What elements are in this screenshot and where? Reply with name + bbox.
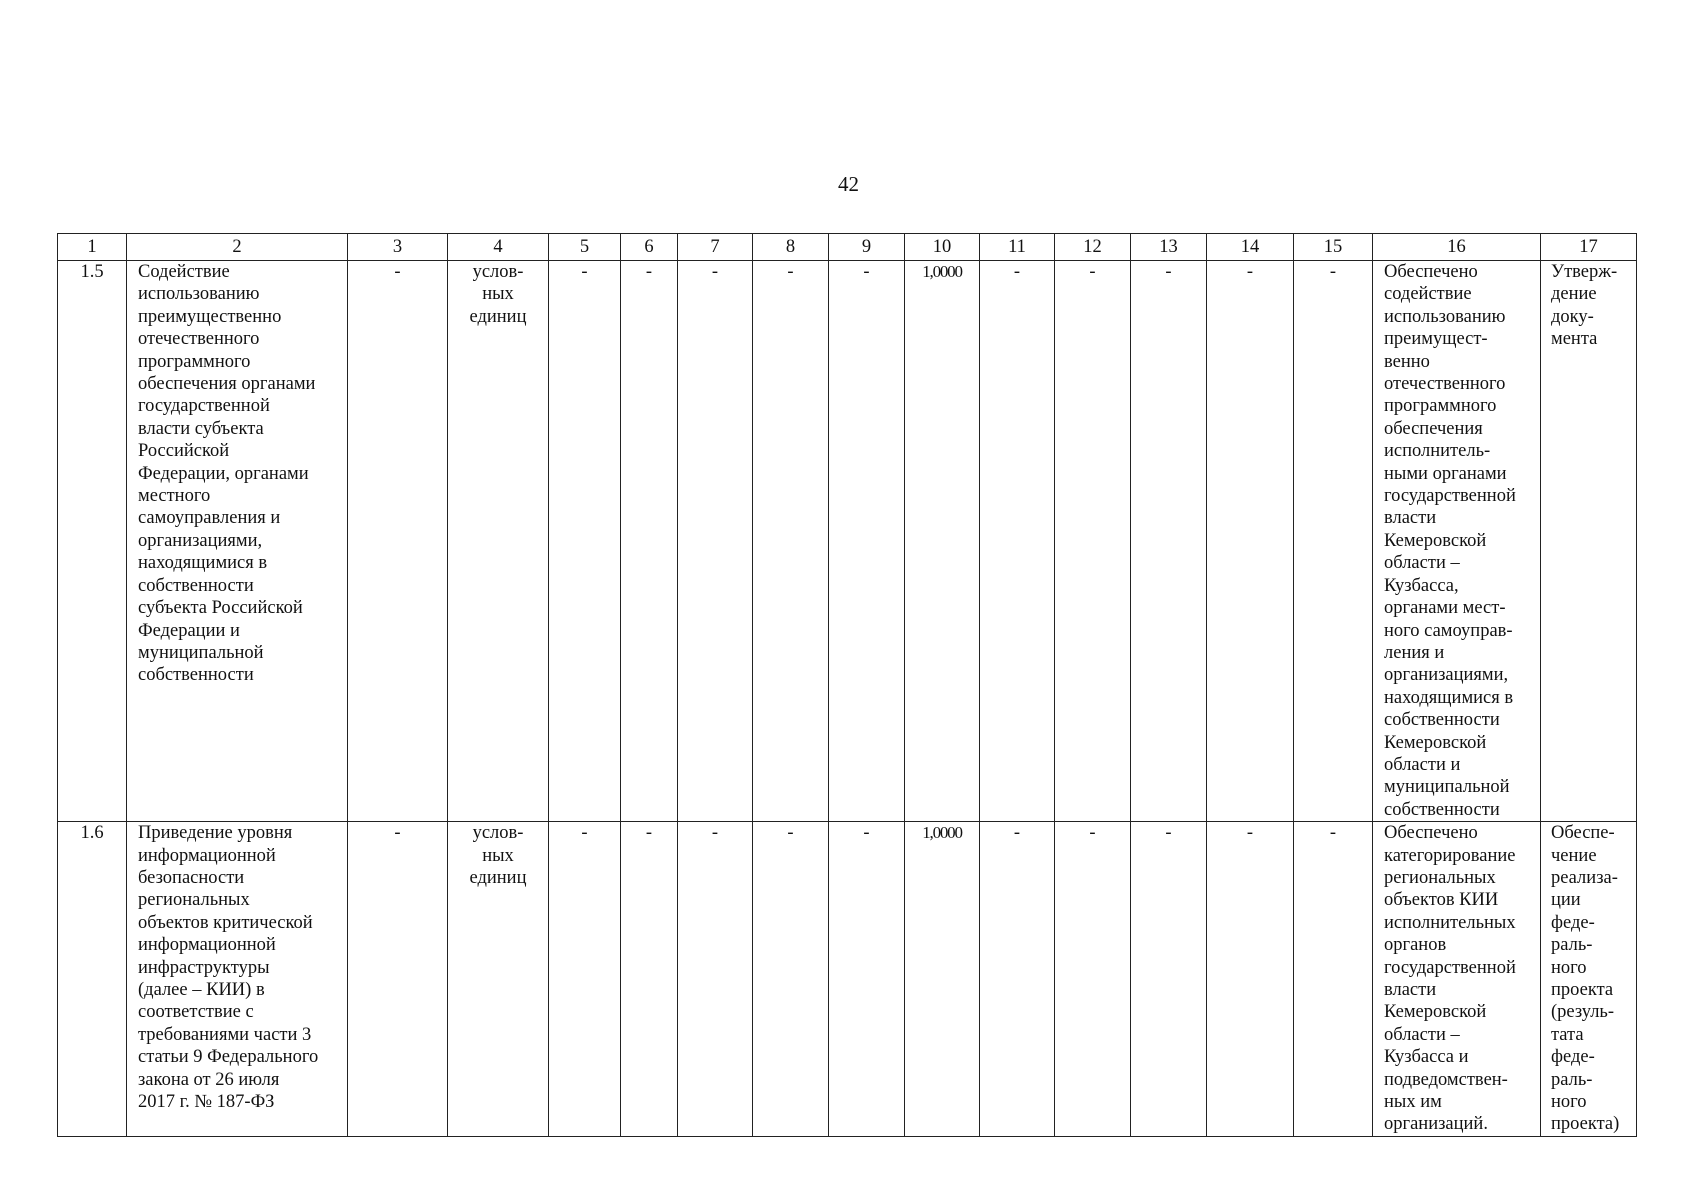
column-header: 6 — [621, 234, 678, 261]
column-header: 3 — [348, 234, 448, 261]
table-row — [58, 261, 1637, 822]
unit-cell: услов- ных единиц — [448, 261, 549, 822]
table-cell: - — [1294, 261, 1373, 822]
column-header: 1 — [58, 234, 127, 261]
table-cell: - — [678, 261, 753, 822]
column-header: 4 — [448, 234, 549, 261]
column-header: 10 — [905, 234, 980, 261]
table-cell: - — [348, 261, 448, 822]
column-header: 7 — [678, 234, 753, 261]
column-header: 13 — [1131, 234, 1207, 261]
table-cell: - — [1055, 822, 1131, 1137]
column-header: 2 — [127, 234, 348, 261]
event-name: Содействие использованию преимущественно отечественного программного обеспечения органами государственной власти субъекта Российской Федерации, органами местного самоуправления и организациями, находящимися в собственности субъекта Российской Федерации и муниципальной собственности — [127, 261, 348, 822]
column-header: 8 — [753, 234, 829, 261]
column-header: 11 — [980, 234, 1055, 261]
table-row — [58, 822, 1637, 1137]
row-number: 1.5 — [58, 261, 127, 822]
table-cell: - — [1207, 261, 1294, 822]
table-cell: - — [980, 261, 1055, 822]
result-cell: Обеспечено содействие использованию преимущест- венно отечественного программного обеспечения исполнитель- ными органами государственной власти Кемеровской области – Кузбасса, органами мест- ного самоуправ- ления и организациями, находящимися в собственности Кемеровской области и муниципальной собственности — [1373, 261, 1541, 822]
table-cell: - — [621, 261, 678, 822]
table-cell: - — [753, 822, 829, 1137]
table-cell: - — [678, 822, 753, 1137]
note-cell: Обеспе- чение реализа- ции феде- раль- ного проекта (резуль- тата феде- раль- ного проекта) — [1541, 822, 1637, 1137]
table-cell: - — [1207, 822, 1294, 1137]
table-header-row — [58, 234, 1637, 261]
column-header: 14 — [1207, 234, 1294, 261]
table-cell: - — [980, 822, 1055, 1137]
table-cell: - — [753, 261, 829, 822]
column-header: 5 — [549, 234, 621, 261]
value-cell: 1,0000 — [905, 261, 980, 822]
note-cell: Утверж- дение доку- мента — [1541, 261, 1637, 822]
table-cell: - — [549, 261, 621, 822]
event-name: Приведение уровня информационной безопасности региональных объектов критической информационной инфраструктуры (далее – КИИ) в соответствие с требованиями части 3 статьи 9 Федерального закона от 26 июля 2017 г. № 187-ФЗ — [127, 822, 348, 1137]
row-number: 1.6 — [58, 822, 127, 1137]
table-cell: - — [1131, 261, 1207, 822]
column-header: 16 — [1373, 234, 1541, 261]
column-header: 9 — [829, 234, 905, 261]
table-cell: - — [829, 822, 905, 1137]
table-cell: - — [1055, 261, 1131, 822]
column-header: 12 — [1055, 234, 1131, 261]
column-header: 15 — [1294, 234, 1373, 261]
table-cell: - — [621, 822, 678, 1137]
unit-cell: услов- ных единиц — [448, 822, 549, 1137]
data-table — [57, 233, 1637, 1137]
table-cell: - — [1131, 822, 1207, 1137]
table-cell: - — [348, 822, 448, 1137]
table-cell: - — [1294, 822, 1373, 1137]
table-cell: - — [829, 261, 905, 822]
column-header: 17 — [1541, 234, 1637, 261]
result-cell: Обеспечено категорирование региональных объектов КИИ исполнительных органов государственной власти Кемеровской области – Кузбасса и подведомствен- ных им организаций. — [1373, 822, 1541, 1137]
value-cell: 1,0000 — [905, 822, 980, 1137]
table-cell: - — [549, 822, 621, 1137]
page-number: 42 — [838, 172, 859, 196]
